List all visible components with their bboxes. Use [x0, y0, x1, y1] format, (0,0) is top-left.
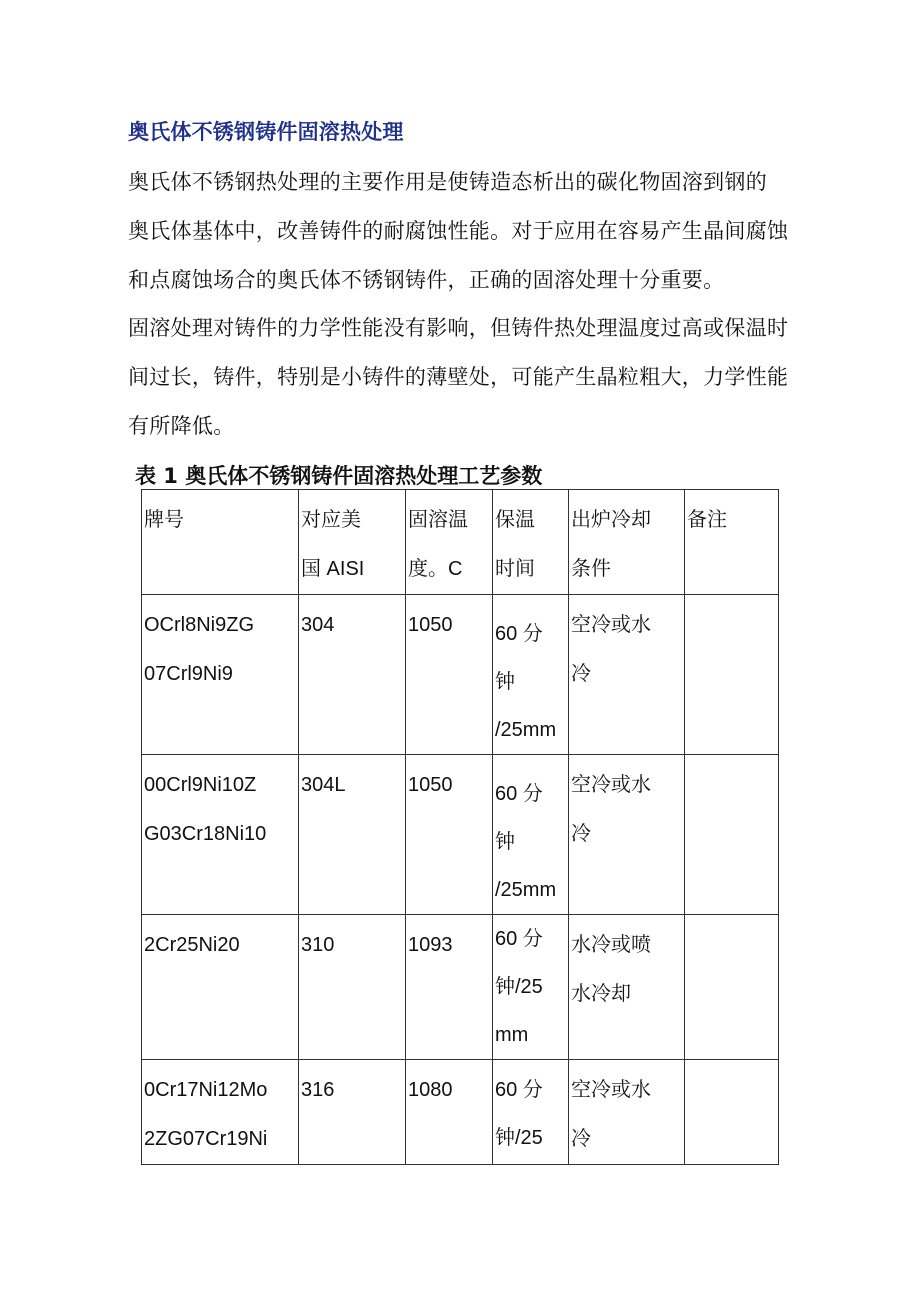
table-caption: 表 1 奥氏体不锈钢铸件固溶热处理工艺参数: [135, 464, 543, 488]
cell-temp: 1093: [406, 915, 493, 1060]
header-holding-time: [493, 490, 569, 595]
cell-aisi: 304: [299, 595, 406, 755]
header-text: 对应美: [301, 509, 361, 531]
cell-text: mm: [495, 1024, 529, 1046]
paragraph-mechanical: [128, 304, 808, 451]
cell-note: [685, 595, 779, 755]
header-solution-temp: [406, 490, 493, 595]
header-text: 备注: [687, 509, 727, 531]
cell-time: [493, 755, 569, 915]
cell-aisi: 316: [299, 1060, 406, 1165]
cell-text: OCrl8Ni9ZG: [144, 614, 255, 636]
process-parameters-table: [141, 489, 779, 1165]
cell-temp: 1050: [406, 755, 493, 915]
cell-note: [685, 755, 779, 915]
paragraph-intro: [128, 158, 808, 305]
cell-temp: 1080: [406, 1060, 493, 1165]
cell-cooling: [569, 1060, 685, 1165]
paragraph-line: 奥氏体不锈钢热处理的主要作用是使铸造态析出的碳化物固溶到钢的: [128, 170, 767, 194]
table-row: [142, 595, 779, 755]
table-row: [142, 915, 779, 1060]
cell-text: 钟: [495, 671, 515, 693]
cell-text: 空冷或水: [571, 614, 651, 636]
paragraph-line: 奥氏体基体中，改善铸件的耐腐蚀性能。对于应用在容易产生晶间腐蚀: [128, 219, 789, 243]
cell-text: 2Cr25Ni20: [144, 934, 240, 956]
cell-text: /25mm: [495, 719, 557, 741]
cell-text: 60 分: [495, 928, 543, 950]
cell-grade: [142, 595, 299, 755]
cell-text: 空冷或水: [571, 1079, 651, 1101]
cell-note: [685, 1060, 779, 1165]
cell-time: [493, 595, 569, 755]
cell-note: [685, 915, 779, 1060]
header-text: 度。C: [408, 558, 463, 580]
header-grade: [142, 490, 299, 595]
header-text: 牌号: [144, 509, 184, 531]
header-aisi: [299, 490, 406, 595]
cell-time: [493, 1060, 569, 1165]
cell-aisi: 304L: [299, 755, 406, 915]
cell-text: 钟: [495, 831, 515, 853]
cell-grade: [142, 1060, 299, 1165]
header-cooling: [569, 490, 685, 595]
cell-text: /25mm: [495, 879, 557, 901]
cell-text: 0Cr17Ni12Mo: [144, 1079, 268, 1101]
cell-text: 钟/25: [495, 976, 543, 998]
cell-aisi: 310: [299, 915, 406, 1060]
cell-text: 2ZG07Cr19Ni: [144, 1128, 268, 1150]
cell-text: 空冷或水: [571, 774, 651, 796]
document-title: 奥氏体不锈钢铸件固溶热处理: [128, 120, 404, 144]
header-text: 出炉冷却: [571, 509, 651, 531]
header-notes: [685, 490, 779, 595]
paragraph-line: 和点腐蚀场合的奥氏体不锈钢铸件，正确的固溶处理十分重要。: [128, 268, 725, 292]
header-text: 国 AISI: [301, 558, 365, 580]
table-row: [142, 755, 779, 915]
cell-text: 60 分: [495, 623, 543, 645]
cell-cooling: [569, 755, 685, 915]
cell-text: 冷: [571, 823, 591, 845]
cell-text: 07Crl9Ni9: [144, 663, 233, 685]
cell-temp: 1050: [406, 595, 493, 755]
cell-text: 冷: [571, 1128, 591, 1150]
cell-time: [493, 915, 569, 1060]
table-row: [142, 1060, 779, 1165]
cell-text: 冷: [571, 663, 591, 685]
cell-text: 60 分: [495, 1079, 543, 1101]
cell-text: G03Cr18Ni10: [144, 823, 267, 845]
cell-grade: [142, 915, 299, 1060]
header-text: 时间: [495, 558, 535, 580]
cell-text: 水冷却: [571, 983, 631, 1005]
cell-grade: [142, 755, 299, 915]
header-text: 保温: [495, 509, 535, 531]
header-text: 条件: [571, 558, 611, 580]
paragraph-line: 固溶处理对铸件的力学性能没有影响，但铸件热处理温度过高或保温时: [128, 316, 789, 340]
cell-text: 00Crl9Ni10Z: [144, 774, 257, 796]
paragraph-line: 间过长，铸件，特别是小铸件的薄壁处，可能产生晶粒粗大，力学性能: [128, 365, 789, 389]
cell-cooling: [569, 595, 685, 755]
header-text: 固溶温: [408, 509, 468, 531]
table-header-row: [142, 490, 779, 595]
cell-cooling: [569, 915, 685, 1060]
cell-text: 钟/25: [495, 1127, 543, 1149]
cell-text: 水冷或喷: [571, 934, 651, 956]
cell-text: 60 分: [495, 783, 543, 805]
paragraph-line: 有所降低。: [128, 414, 235, 438]
